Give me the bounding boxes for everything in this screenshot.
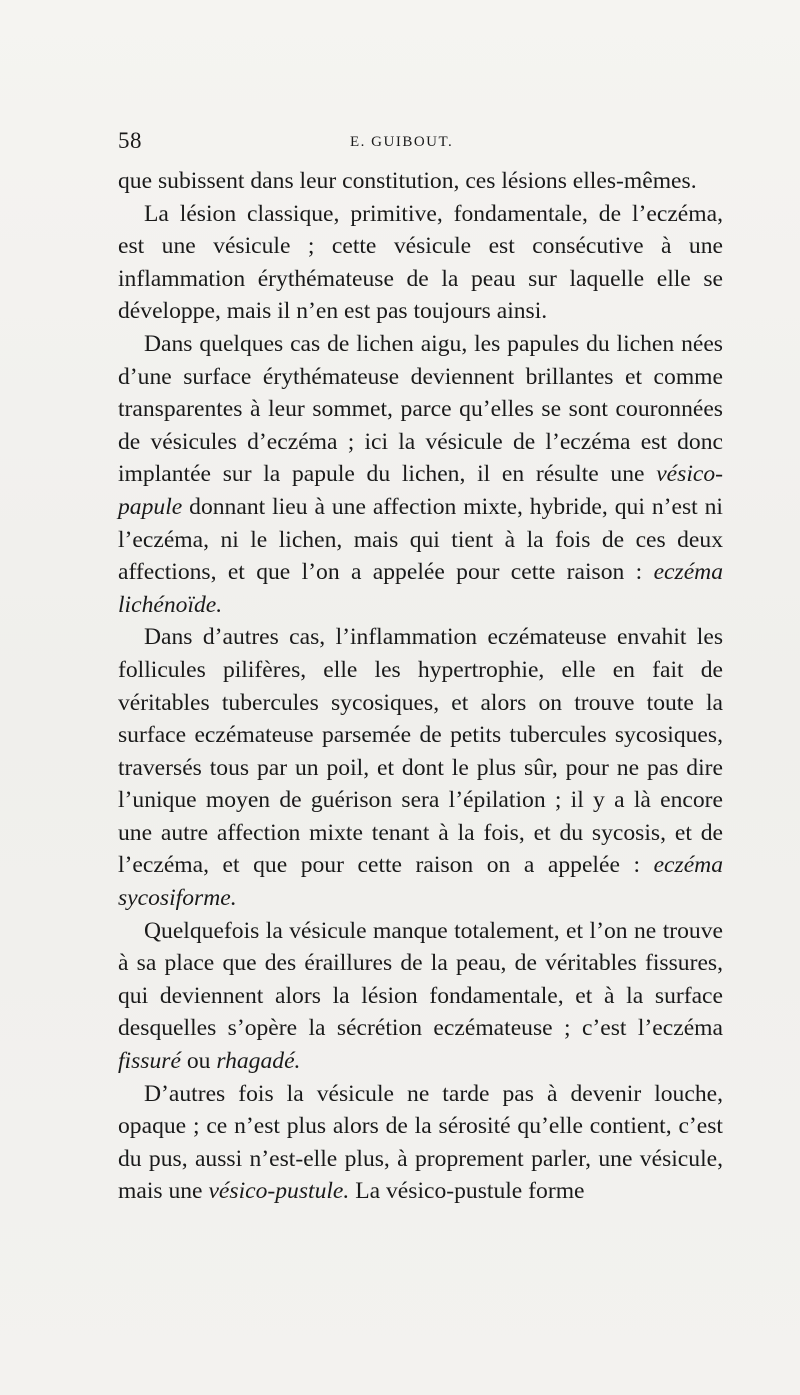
italic-term: vésico-pustule. [208, 1178, 350, 1205]
running-head: E. GUIBOUT. [350, 134, 454, 150]
italic-term: eczéma sycosiforme. [118, 852, 723, 912]
italic-term: rhagadé. [216, 1048, 301, 1075]
paragraph [118, 1078, 723, 1208]
text-segment: que subissent dans leur constitution, ces lésions elles-mêmes. [118, 168, 697, 194]
paragraph [118, 328, 723, 621]
italic-term: eczéma lichénoïde. [118, 559, 723, 618]
text-segment: La lésion classique, primitive, fondamentale, de l’eczéma, est une vésicule ; cette vésicule est consécutive à une inflammation érythémateuse de la peau sur laquelle elle se développe, mais il n’en est pas toujours ainsi. [118, 200, 723, 325]
text-segment: Dans quelques cas de lichen aigu, les papules du lichen nées d’une surface érythémateuse deviennent brillantes et comme transparentes à leur sommet, parce qu’elles se sont couronnées de vésicules d’eczéma ; ici la vésicule de l’eczéma est donc implantée sur la papule du lichen, il en résulte une [118, 330, 723, 488]
page-number: 58 [118, 128, 142, 153]
text-segment: Quelquefois la vésicule manque totalement, et l’on ne trouve à sa place que des éraillures de la peau, de véritables fissures, qui deviennent alors la lésion fondamentale, et à la surface desquelles s’opère la sécrétion eczémateuse ; c’est l’eczéma [118, 917, 723, 1042]
text-segment: ou [180, 1048, 217, 1075]
text-segment: donnant lieu à une affection mixte, hybride, qui n’est ni l’eczéma, ni le lichen, mais qui tient à la fois de ces deux affections, et que l’on a appelée pour cette raison : [118, 493, 723, 586]
paragraph [118, 198, 723, 328]
text-segment: D’autres fois la vésicule ne tarde pas à devenir louche, opaque ; ce n’est plus alors de la sérosité qu’elle contient, c’est du pus, aussi n’est-elle plus, à proprement parler, une vésicule, mais une [118, 1080, 723, 1205]
italic-term: vésico-papule [118, 461, 723, 520]
paragraph [118, 915, 723, 1078]
page-header [118, 128, 723, 160]
paragraph [118, 621, 723, 914]
paragraph [118, 165, 723, 198]
text-segment: La vésico-pustule forme [349, 1178, 585, 1205]
italic-term: fissuré [118, 1048, 181, 1075]
body-text [118, 165, 723, 1208]
text-segment: Dans d’autres cas, l’inflammation eczémateuse envahit les follicules pilifères, elle les hypertrophie, elle en fait de véritables tubercules sycosiques, et alors on trouve toute la surface eczémateuse parsemée de petits tubercules sycosiques, traversés tous par un poil, et dont le plus sûr, pour ne pas dire l’unique moyen de guérison sera l’épilation ; il y a là encore une autre affection mixte tenant à la fois, et du sycosis, et de l’eczéma, et que pour cette raison on a appelée : [118, 624, 723, 879]
